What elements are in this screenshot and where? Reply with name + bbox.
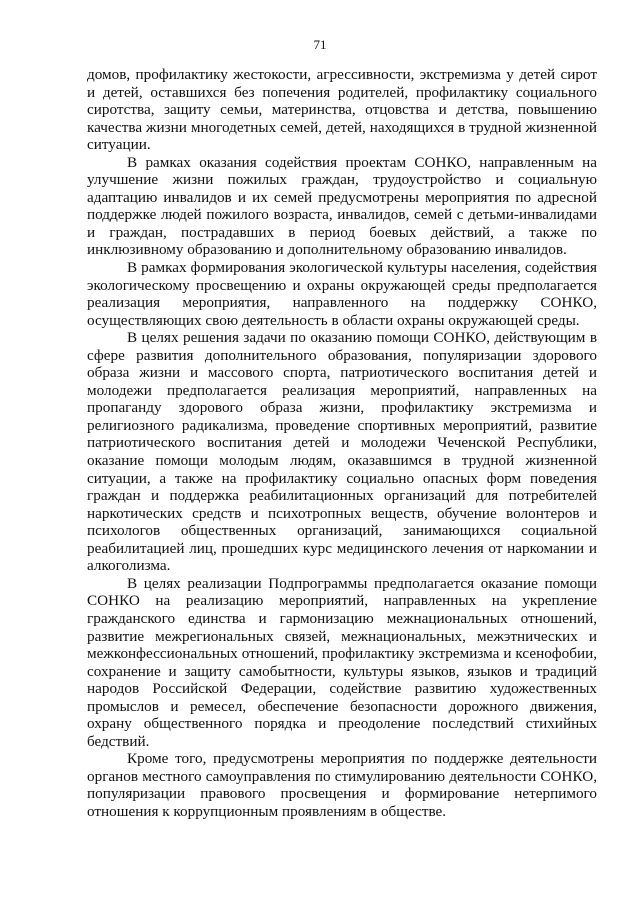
paragraph-1: домов, профилактику жестокости, агрессивности, экстремизма у детей сирот и детей, оставшихся без попечения родителей, профилактику социального сиротства, защиту семьи, материнства, отцовства и детства, повышению качества жизни многодетных семей, детей, находящихся в трудной жизненной ситуации. [87, 66, 597, 154]
paragraph-5: В целях реализации Подпрограммы предполагается оказание помощи СОНКО на реализацию мероприятий, направленных на укрепление гражданского единства и гармонизацию межнациональных отношений, развитие межрегиональных связей, межнациональных, межэтнических и межконфессиональных отношений, профилактику экстремизма и ксенофобии, сохранение и защиту самобытности, культуры языков, языков и традиций народов Российской Федерации, содействие развитию художественных промыслов и ремесел, обеспечение безопасности дорожного движения, охрану общественного порядка и преодоление последствий стихийных бедствий. [87, 574, 597, 750]
paragraph-2: В рамках оказания содействия проектам СОНКО, направленным на улучшение жизни пожилых граждан, трудоустройство и социальную адаптацию инвалидов и их семей предусмотрены мероприятия по адресной поддержке людей пожилого возраста, инвалидов, семей с детьми-инвалидами и граждан, пострадавших в период боевых действий, а также по инклюзивному образованию и дополнительному образованию инвалидов. [87, 153, 597, 259]
paragraph-4: В целях решения задачи по оказанию помощи СОНКО, действующим в сфере развития дополнительного образования, популяризации здорового образа жизни и массового спорта, патриотического воспитания детей и молодежи предполагается реализация мероприятий, направленных на пропаганду здорового образа жизни, профилактику экстремизма и религиозного радикализма, проведение спортивных мероприятий, развитие патриотического воспитания детей и молодежи Чеченской Республики, оказание помощи молодым людям, оказавшимся в трудной жизненной ситуации, а также на профилактику социально опасных форм поведения граждан и поддержка реабилитационных организаций для потребителей наркотических средств и психотропных веществ, обучение волонтеров и психологов общественных организаций, занимающихся социальной реабилитацией лиц, прошедших курс медицинского лечения от наркомании и алкоголизма. [87, 329, 597, 575]
document-body [87, 66, 597, 821]
paragraph-3: В рамках формирования экологической культуры населения, содействия экологическому просвещению и охраны окружающей среды предполагается реализация мероприятия, направленного на поддержку СОНКО, осуществляющих свою деятельность в области охраны окружающей среды. [87, 259, 597, 329]
page-number: 71 [313, 37, 327, 52]
paragraph-6: Кроме того, предусмотрены мероприятия по поддержке деятельности органов местного самоуправления по стимулированию деятельности СОНКО, популяризации правового просвещения и формирование нетерпимого отношения к коррупционным проявлениям в обществе. [87, 750, 597, 820]
